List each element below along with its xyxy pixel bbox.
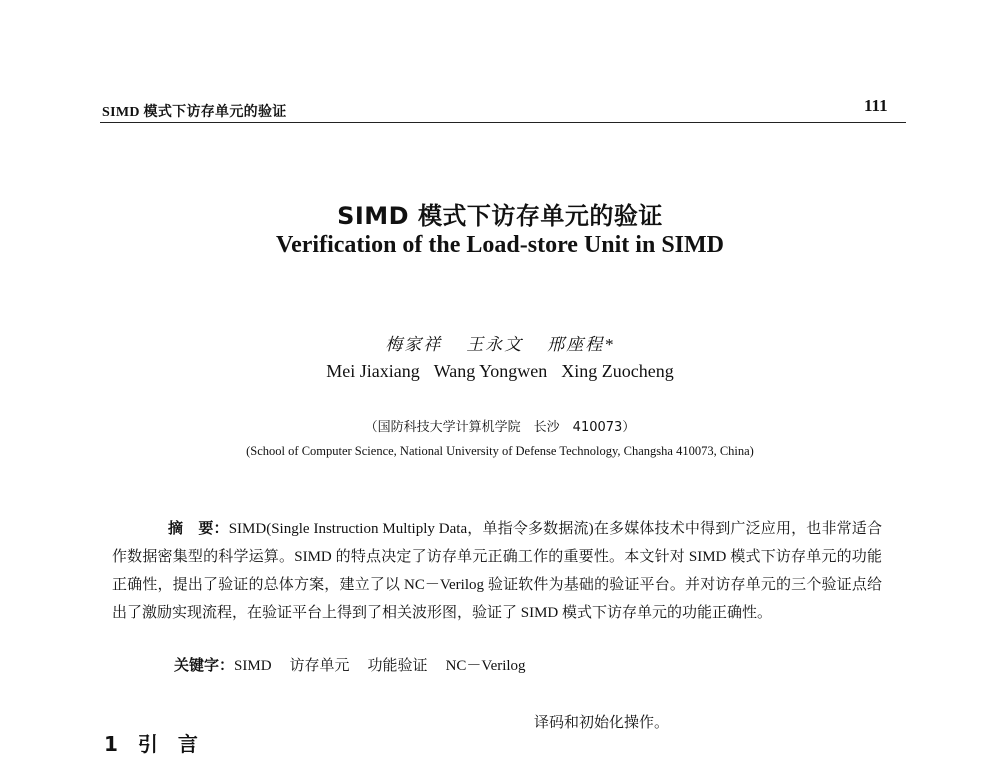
keyword: SIMD <box>234 658 272 674</box>
paper-title-en: Verification of the Load-store Unit in SIMD <box>276 232 724 258</box>
keyword: 功能验证 <box>367 658 428 674</box>
running-header-title: SIMD 模式下访存单元的验证 <box>102 105 287 120</box>
author-name-cn: 邢座程* <box>547 335 615 354</box>
abstract-label: 摘 要： <box>168 519 229 537</box>
author-name-en: Xing Zuocheng <box>561 361 674 381</box>
keywords <box>174 654 544 677</box>
author-name-cn: 王永文 <box>466 335 524 354</box>
keywords-label: 关键字： <box>174 656 235 674</box>
header-rule <box>100 122 906 123</box>
abstract-text: SIMD(Single Instruction Multiply Data，单指令多数据流)在多媒体技术中得到广泛应用，也非常适合作数据密集型的科学运算。SIMD 的特点决定了访存单元正确工作的重要性。本文针对 SIMD 模式下访存单元的功能正确性，提出了验证的总体方案，建立了以 NC－Verilog 验证软件为基础的验证平台。并对访存单元的三个验证点给出了激励实现流程，在验证平台上得到了相关波形图，验证了 SIMD 模式下访存单元的功能正确性。 <box>112 521 882 621</box>
affiliation-cn: （国防科技大学计算机学院 长沙 410073） <box>364 420 636 435</box>
author-name-en: Wang Yongwen <box>433 361 548 381</box>
body-text-line: 译码和初始化操作。 <box>534 713 670 731</box>
abstract <box>112 514 882 627</box>
affiliation-en: (School of Computer Science, National University of Defense Technology, Changsha 410073, China) <box>246 444 754 458</box>
author-name-cn: 梅家祥 <box>385 335 443 354</box>
paper-title-cn: SIMD 模式下访存单元的验证 <box>337 202 663 230</box>
author-name-en: Mei Jiaxiang <box>326 361 420 381</box>
authors-en <box>0 361 1000 382</box>
authors-cn <box>0 330 1000 355</box>
page-number: 111 <box>864 96 888 115</box>
keyword: NC－Verilog <box>445 658 526 674</box>
section-heading: 1 引 言 <box>104 732 198 756</box>
keyword: 访存单元 <box>289 658 350 674</box>
